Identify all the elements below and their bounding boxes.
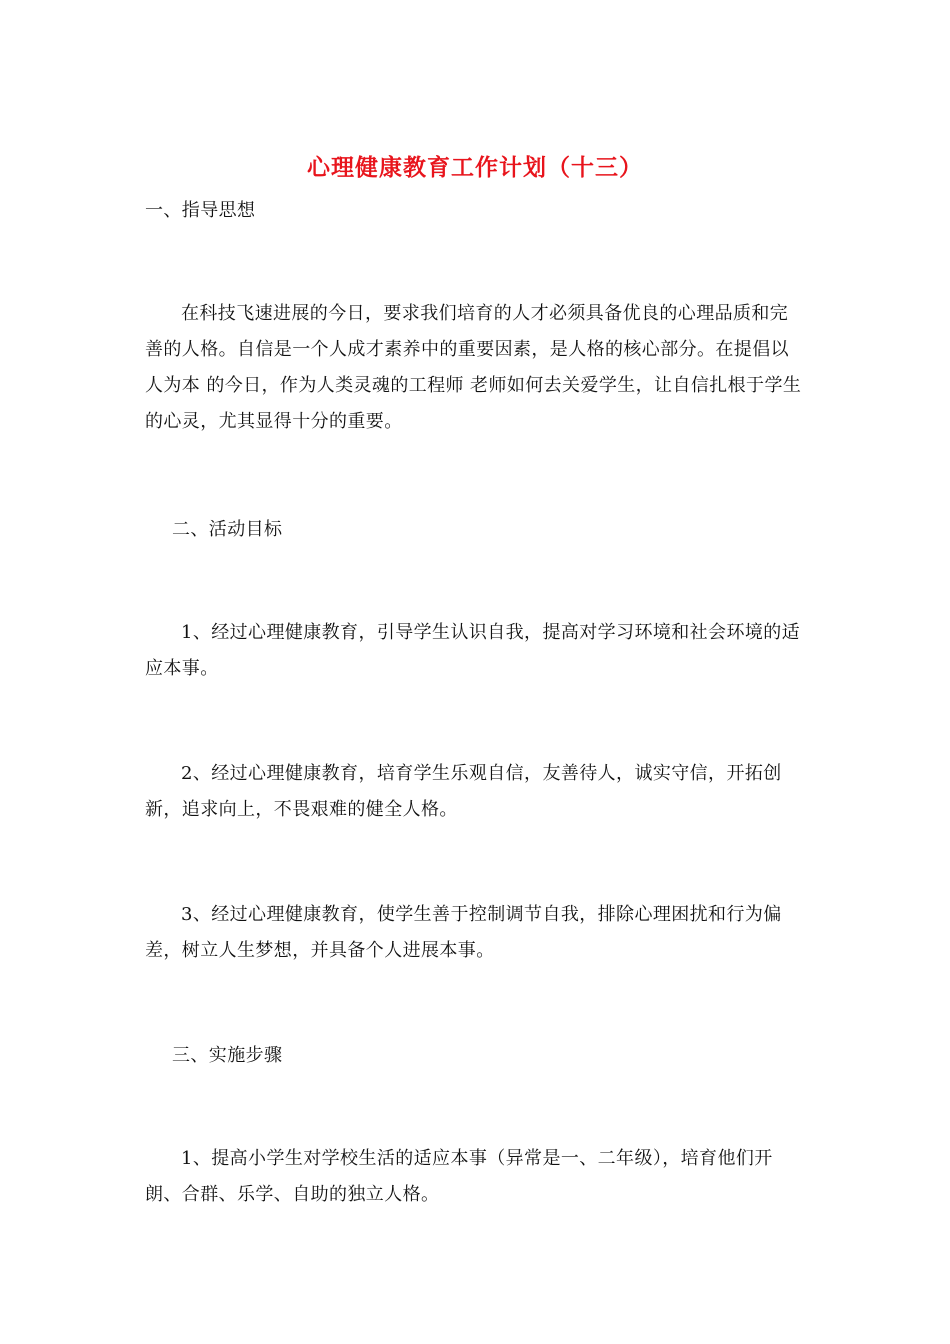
paragraph-goal-3: 3、经过心理健康教育，使学生善于控制调节自我，排除心理困扰和行为偏差，树立人生梦想，并具备个人进展本事。 — [145, 904, 782, 961]
paragraph-step-1: 1、提高小学生对学校生活的适应本事（异常是一、二年级），培育他们开朗、合群、乐学、自助的独立人格。 — [145, 1148, 773, 1205]
paragraph-goal-2: 2、经过心理健康教育，培育学生乐观自信，友善待人，诚实守信，开拓创新，追求向上，不畏艰难的健全人格。 — [145, 763, 782, 820]
document-title: 心理健康教育工作计划（十三） — [307, 154, 643, 181]
paragraph-guiding-ideology: 在科技飞速进展的今日，要求我们培育的人才必须具备优良的心理品质和完善的人格。自信是一个人成才素养中的重要因素，是人格的核心部分。在提倡以人为本 的今日，作为人类灵魂的工程师 老师如何去关爱学生，让自信扎根于学生的心灵，尤其显得十分的重要。 — [145, 303, 802, 432]
section-heading-implementation-steps: 三、实施步骤 — [172, 1045, 283, 1066]
paragraph-goal-1: 1、经过心理健康教育，引导学生认识自我，提高对学习环境和社会环境的适应本事。 — [145, 622, 801, 679]
section-heading-guiding-ideology: 一、指导思想 — [145, 200, 256, 221]
section-heading-activity-goals: 二、活动目标 — [172, 519, 283, 540]
